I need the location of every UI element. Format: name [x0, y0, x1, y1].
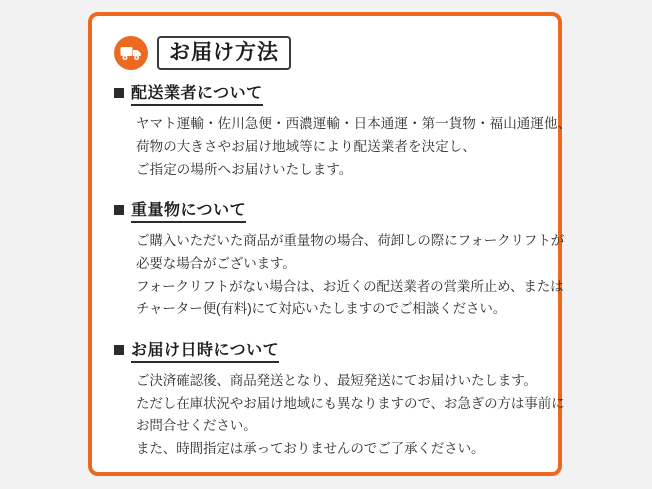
- card-title-row: [114, 36, 540, 70]
- body-line: チャーター便(有料)にて対応いたしますのでご相談ください。: [136, 301, 507, 317]
- section-body: [136, 113, 572, 181]
- card-title: お届け方法: [169, 41, 279, 64]
- delivery-truck-icon: [114, 36, 148, 70]
- section-title: お届け日時について: [131, 337, 279, 363]
- body-line: ご購入いただいた商品が重量物の場合、荷卸しの際にフォークリフトが: [136, 233, 565, 249]
- card-title-box: [157, 36, 291, 70]
- body-line: フォークリフトがない場合は、お近くの配送業者の営業所止め、または: [136, 278, 564, 294]
- black-square-bullet-icon: [114, 345, 124, 355]
- body-line: 荷物の大きさやお届け地域等により配送業者を決定し、: [136, 138, 476, 154]
- section-delivery-date: [114, 337, 565, 461]
- section-heading: [114, 80, 540, 106]
- section-heading: [114, 337, 540, 363]
- section-heavy-items: [114, 197, 565, 321]
- black-square-bullet-icon: [114, 88, 124, 98]
- body-line: ヤマト運輸・佐川急便・西濃運輸・日本通運・第一貨物・福山通運他、: [136, 116, 572, 132]
- section-shipping-carrier: [114, 80, 572, 181]
- body-line: 必要な場合がございます。: [136, 255, 296, 271]
- body-line: ご指定の場所へお届けいたします。: [136, 161, 353, 177]
- section-heading: [114, 197, 540, 223]
- body-line: お問合せください。: [136, 418, 257, 434]
- body-line: また、時間指定は承っておりませんのでご了承ください。: [136, 440, 485, 456]
- body-line: ご決済確認後、商品発送となり、最短発送にてお届けいたします。: [136, 372, 537, 388]
- black-square-bullet-icon: [114, 205, 124, 215]
- section-title: 配送業者について: [131, 80, 263, 106]
- section-body: [136, 230, 565, 321]
- section-body: [136, 370, 565, 461]
- delivery-info-card: [88, 12, 572, 476]
- body-line: ただし在庫状況やお届け地域にも異なりますので、お急ぎの方は事前に: [136, 395, 565, 411]
- section-title: 重量物について: [131, 197, 246, 223]
- card-content: [92, 16, 572, 471]
